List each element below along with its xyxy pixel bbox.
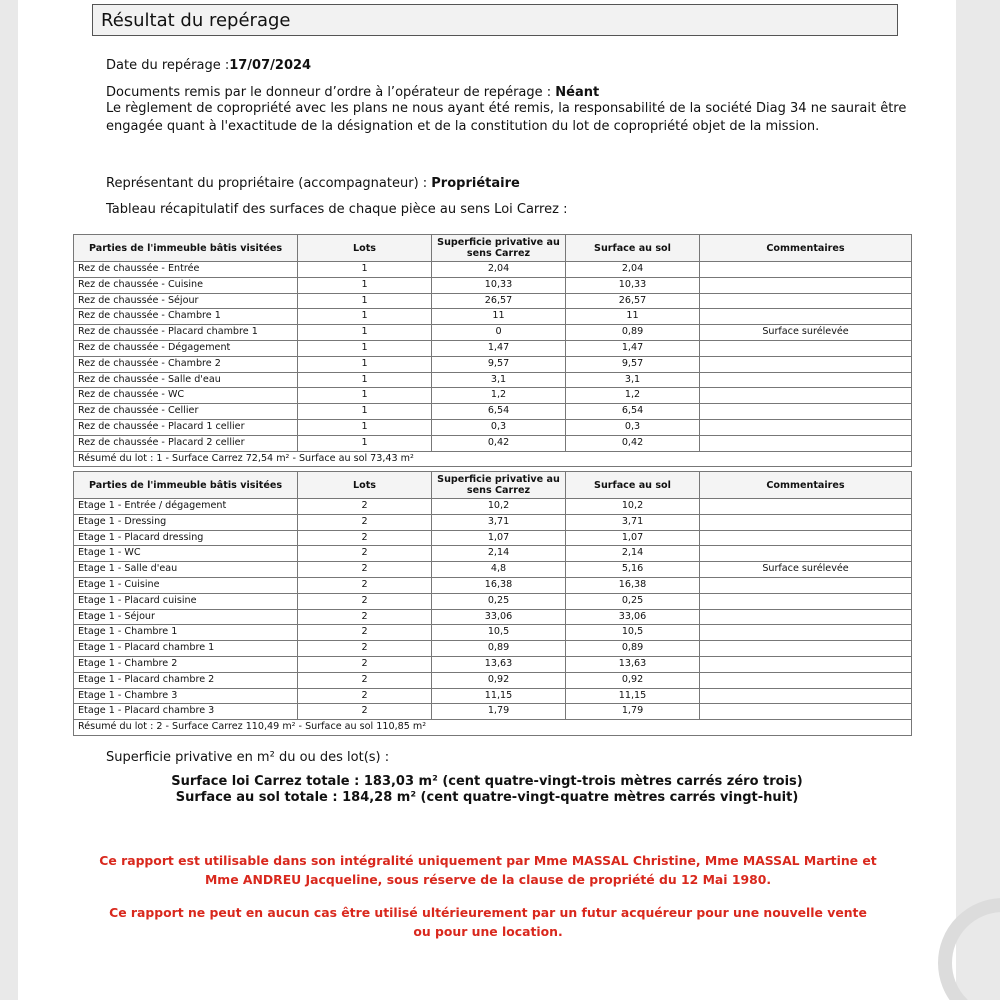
room-cell: Etage 1 - Chambre 3 [74, 688, 298, 704]
lot-cell: 1 [298, 309, 432, 325]
date-label: Date du repérage : [106, 58, 230, 73]
sol-cell: 2,14 [566, 546, 700, 562]
lot-cell: 2 [298, 514, 432, 530]
representative-line [106, 176, 520, 191]
representative-label: Représentant du propriétaire (accompagnateur) : [106, 176, 432, 191]
table-row [74, 672, 912, 688]
carrez-cell: 2,04 [432, 262, 566, 278]
carrez-cell: 16,38 [432, 577, 566, 593]
carrez-cell: 11,15 [432, 688, 566, 704]
comment-cell [700, 499, 912, 515]
documents-value: Néant [555, 85, 600, 100]
lot-cell: 2 [298, 625, 432, 641]
sol-cell: 1,79 [566, 704, 700, 720]
carrez-cell: 11 [432, 309, 566, 325]
table-row [74, 356, 912, 372]
carrez-cell: 10,33 [432, 277, 566, 293]
comment-cell [700, 356, 912, 372]
carrez-cell: 3,1 [432, 372, 566, 388]
comment-cell: Surface surélevée [700, 562, 912, 578]
room-cell: Rez de chaussée - Chambre 1 [74, 309, 298, 325]
lot-cell: 2 [298, 530, 432, 546]
lot-cell: 1 [298, 388, 432, 404]
watermark-circle [930, 890, 1000, 1000]
comment-cell: Surface surélevée [700, 325, 912, 341]
carrez-cell: 2,14 [432, 546, 566, 562]
col-parts: Parties de l'immeuble bâtis visitées [74, 235, 298, 262]
room-cell: Etage 1 - Chambre 1 [74, 625, 298, 641]
comment-cell [700, 277, 912, 293]
lot-cell: 2 [298, 609, 432, 625]
lot-cell: 1 [298, 372, 432, 388]
sol-cell: 3,1 [566, 372, 700, 388]
carrez-cell: 0,92 [432, 672, 566, 688]
carrez-cell: 1,79 [432, 704, 566, 720]
room-cell: Rez de chaussée - Cuisine [74, 277, 298, 293]
room-cell: Rez de chaussée - Séjour [74, 293, 298, 309]
lot-cell: 2 [298, 672, 432, 688]
lot-cell: 2 [298, 688, 432, 704]
resale-warning [78, 903, 898, 941]
table-row [74, 340, 912, 356]
table-row [74, 419, 912, 435]
col-sol: Surface au sol [566, 472, 700, 499]
table-row [74, 609, 912, 625]
comment-cell [700, 593, 912, 609]
sol-cell: 11,15 [566, 688, 700, 704]
sol-cell: 10,5 [566, 625, 700, 641]
sol-cell: 11 [566, 309, 700, 325]
sol-cell: 10,2 [566, 499, 700, 515]
document-page [18, 0, 956, 1000]
sol-cell: 1,2 [566, 388, 700, 404]
carrez-cell: 4,8 [432, 562, 566, 578]
room-cell: Rez de chaussée - Dégagement [74, 340, 298, 356]
disclaimer-line-2: engagée quant à l'exactitude de la désignation et de la constitution du lot de copropriété objet de la mission. [106, 119, 820, 134]
carrez-cell: 9,57 [432, 356, 566, 372]
table-row [74, 293, 912, 309]
lot2-summary: Résumé du lot : 2 - Surface Carrez 110,49 m² - Surface au sol 110,85 m² [74, 720, 912, 736]
table-row [74, 514, 912, 530]
carrez-cell: 3,71 [432, 514, 566, 530]
sol-cell: 0,89 [566, 325, 700, 341]
lot-cell: 2 [298, 593, 432, 609]
carrez-cell: 0,3 [432, 419, 566, 435]
col-lots: Lots [298, 235, 432, 262]
col-parts: Parties de l'immeuble bâtis visitées [74, 472, 298, 499]
table-row [74, 704, 912, 720]
room-cell: Etage 1 - Placard dressing [74, 530, 298, 546]
carrez-cell: 26,57 [432, 293, 566, 309]
comment-cell [700, 672, 912, 688]
lot-cell: 1 [298, 277, 432, 293]
col-comments: Commentaires [700, 235, 912, 262]
col-lots: Lots [298, 472, 432, 499]
lot1-summary: Résumé du lot : 1 - Surface Carrez 72,54 m² - Surface au sol 73,43 m² [74, 451, 912, 467]
sol-cell: 16,38 [566, 577, 700, 593]
table-row [74, 372, 912, 388]
carrez-cell: 0,89 [432, 641, 566, 657]
room-cell: Etage 1 - WC [74, 546, 298, 562]
comment-cell [700, 688, 912, 704]
sol-cell: 5,16 [566, 562, 700, 578]
sol-cell: 0,42 [566, 435, 700, 451]
section-title-box [92, 4, 898, 36]
comment-cell [700, 309, 912, 325]
lot-cell: 2 [298, 499, 432, 515]
lot-cell: 1 [298, 293, 432, 309]
sol-cell: 26,57 [566, 293, 700, 309]
room-cell: Rez de chaussée - Chambre 2 [74, 356, 298, 372]
carrez-cell: 33,06 [432, 609, 566, 625]
lot-cell: 1 [298, 356, 432, 372]
carrez-cell: 6,54 [432, 404, 566, 420]
total-carrez: Surface loi Carrez totale : 183,03 m² (cent quatre-vingt-trois mètres carrés zéro trois) [171, 774, 803, 789]
table-row [74, 388, 912, 404]
sol-cell: 1,07 [566, 530, 700, 546]
disclaimer-line-1: Le règlement de copropriété avec les plans ne nous ayant été remis, la responsabilité de la société Diag 34 ne saurait être [106, 101, 907, 116]
lot-cell: 1 [298, 340, 432, 356]
table-row [74, 641, 912, 657]
col-carrez: Superficie privative au sens Carrez [432, 472, 566, 499]
col-sol: Surface au sol [566, 235, 700, 262]
documents-line [106, 85, 599, 100]
comment-cell [700, 625, 912, 641]
sol-cell: 9,57 [566, 356, 700, 372]
carrez-cell: 10,5 [432, 625, 566, 641]
room-cell: Etage 1 - Entrée / dégagement [74, 499, 298, 515]
documents-label: Documents remis par le donneur d’ordre à l’opérateur de repérage : [106, 85, 556, 100]
table-row [74, 530, 912, 546]
table-row [74, 593, 912, 609]
usage-warning [78, 851, 898, 889]
sol-cell: 0,25 [566, 593, 700, 609]
table-row [74, 546, 912, 562]
table-row [74, 562, 912, 578]
room-cell: Rez de chaussée - Salle d'eau [74, 372, 298, 388]
comment-cell [700, 656, 912, 672]
carrez-cell: 13,63 [432, 656, 566, 672]
carrez-cell: 0 [432, 325, 566, 341]
comment-cell [700, 404, 912, 420]
totals-label: Superficie privative en m² du ou des lot(s) : [106, 750, 390, 765]
col-comments: Commentaires [700, 472, 912, 499]
comment-cell [700, 293, 912, 309]
table-row [74, 262, 912, 278]
lot1-header-row [74, 235, 912, 262]
carrez-cell: 0,42 [432, 435, 566, 451]
lot-cell: 2 [298, 546, 432, 562]
table-row [74, 577, 912, 593]
table-row [74, 404, 912, 420]
table-row [74, 435, 912, 451]
col-carrez: Superficie privative au sens Carrez [432, 235, 566, 262]
comment-cell [700, 340, 912, 356]
lot-cell: 2 [298, 641, 432, 657]
lot-cell: 2 [298, 577, 432, 593]
table-intro: Tableau récapitulatif des surfaces de chaque pièce au sens Loi Carrez : [106, 202, 568, 217]
comment-cell [700, 435, 912, 451]
usage-warning-line-1: Ce rapport est utilisable dans son intégralité uniquement par Mme MASSAL Christine, Mme MASSAL Martine et [99, 853, 877, 868]
sol-cell: 1,47 [566, 340, 700, 356]
lot-cell: 2 [298, 704, 432, 720]
date-line [106, 58, 311, 73]
comment-cell [700, 372, 912, 388]
room-cell: Etage 1 - Séjour [74, 609, 298, 625]
lot2-header-row [74, 472, 912, 499]
lot1-summary-row [74, 451, 912, 467]
lot-cell: 1 [298, 325, 432, 341]
room-cell: Etage 1 - Salle d'eau [74, 562, 298, 578]
room-cell: Etage 1 - Dressing [74, 514, 298, 530]
table-row [74, 656, 912, 672]
room-cell: Etage 1 - Placard chambre 2 [74, 672, 298, 688]
lot-cell: 1 [298, 419, 432, 435]
room-cell: Rez de chaussée - Placard 1 cellier [74, 419, 298, 435]
room-cell: Rez de chaussée - Placard 2 cellier [74, 435, 298, 451]
sol-cell: 0,92 [566, 672, 700, 688]
sol-cell: 33,06 [566, 609, 700, 625]
table-row [74, 325, 912, 341]
lot-cell: 2 [298, 656, 432, 672]
comment-cell [700, 388, 912, 404]
carrez-cell: 1,47 [432, 340, 566, 356]
sol-cell: 10,33 [566, 277, 700, 293]
sol-cell: 13,63 [566, 656, 700, 672]
table-row [74, 309, 912, 325]
sol-cell: 3,71 [566, 514, 700, 530]
lot2-summary-row [74, 720, 912, 736]
room-cell: Rez de chaussée - WC [74, 388, 298, 404]
lot-cell: 1 [298, 404, 432, 420]
lot-cell: 1 [298, 262, 432, 278]
room-cell: Etage 1 - Placard chambre 1 [74, 641, 298, 657]
sol-cell: 0,3 [566, 419, 700, 435]
comment-cell [700, 609, 912, 625]
table-row [74, 499, 912, 515]
comment-cell [700, 514, 912, 530]
comment-cell [700, 641, 912, 657]
resale-warning-line-2: ou pour une location. [413, 924, 563, 939]
lot-cell: 1 [298, 435, 432, 451]
comment-cell [700, 419, 912, 435]
representative-value: Propriétaire [431, 176, 520, 191]
sol-cell: 0,89 [566, 641, 700, 657]
comment-cell [700, 546, 912, 562]
lot2-table [73, 471, 912, 736]
carrez-cell: 10,2 [432, 499, 566, 515]
carrez-cell: 1,07 [432, 530, 566, 546]
lot2-body [74, 499, 912, 720]
lot1-table [73, 234, 912, 467]
table-row [74, 625, 912, 641]
comment-cell [700, 262, 912, 278]
lot-cell: 2 [298, 562, 432, 578]
carrez-cell: 1,2 [432, 388, 566, 404]
room-cell: Rez de chaussée - Entrée [74, 262, 298, 278]
room-cell: Etage 1 - Placard chambre 3 [74, 704, 298, 720]
lot1-body [74, 262, 912, 452]
table-row [74, 688, 912, 704]
room-cell: Etage 1 - Placard cuisine [74, 593, 298, 609]
comment-cell [700, 577, 912, 593]
room-cell: Etage 1 - Cuisine [74, 577, 298, 593]
resale-warning-line-1: Ce rapport ne peut en aucun cas être utilisé ultérieurement par un futur acquéreur pour une nouvelle vente [109, 905, 867, 920]
room-cell: Rez de chaussée - Placard chambre 1 [74, 325, 298, 341]
usage-warning-line-2: Mme ANDREU Jacqueline, sous réserve de la clause de propriété du 12 Mai 1980. [204, 872, 772, 887]
total-sol: Surface au sol totale : 184,28 m² (cent quatre-vingt-quatre mètres carrés vingt-huit) [175, 790, 799, 805]
carrez-cell: 0,25 [432, 593, 566, 609]
comment-cell [700, 530, 912, 546]
section-title: Résultat du repérage [101, 10, 291, 31]
sol-cell: 2,04 [566, 262, 700, 278]
room-cell: Etage 1 - Chambre 2 [74, 656, 298, 672]
comment-cell [700, 704, 912, 720]
sol-cell: 6,54 [566, 404, 700, 420]
date-value: 17/07/2024 [229, 58, 312, 73]
room-cell: Rez de chaussée - Cellier [74, 404, 298, 420]
table-row [74, 277, 912, 293]
